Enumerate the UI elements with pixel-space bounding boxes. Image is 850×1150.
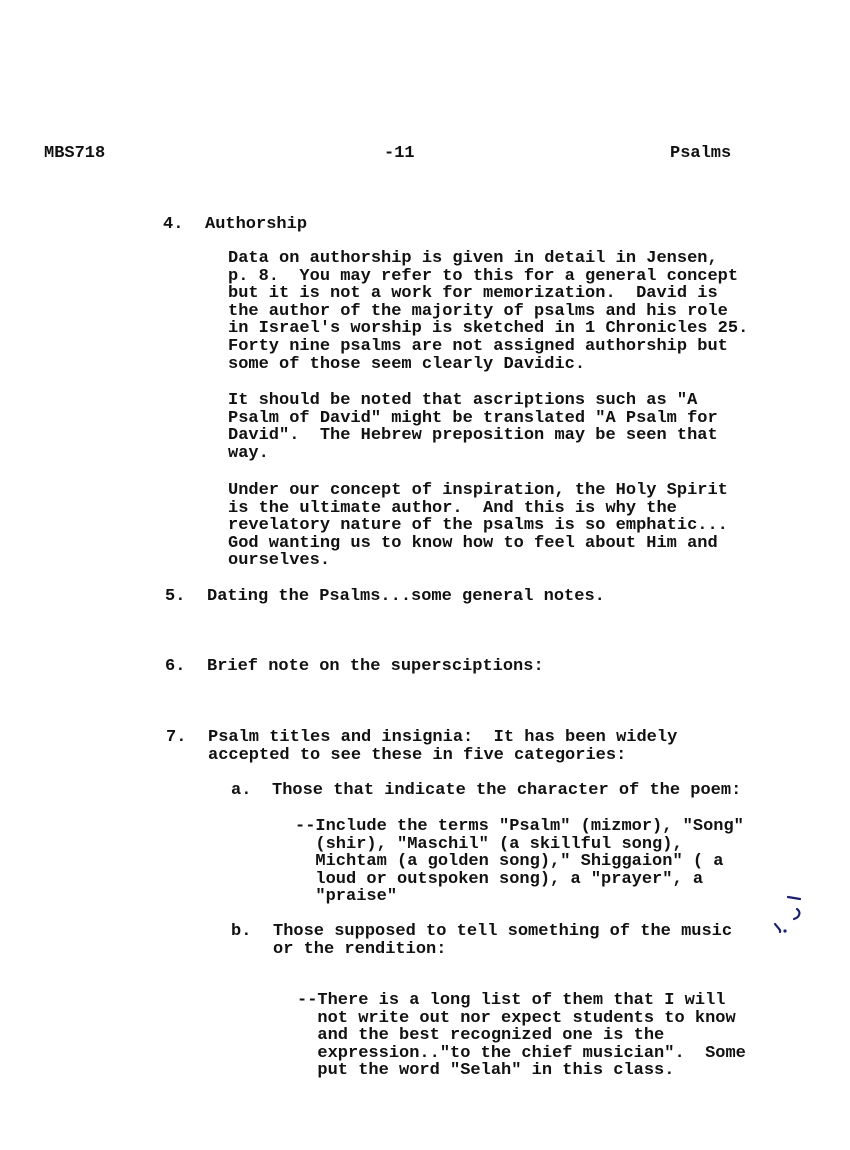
handwritten-pen-mark [766, 892, 816, 942]
section-5-number: 5. [165, 587, 186, 606]
section-4-title: Authorship [205, 215, 308, 234]
section-7a-label: a. [231, 781, 252, 800]
section-4-paragraph-1: Data on authorship is given in detail in Jensen, p. 8. You may refer to this for a general concept but it is not a work for memorization. David is the author of the majority of psalms and his role in Israel's worship is sketched in 1 Chronicles 25. Forty nine psalms are not assigned authorship but some of those seem clearly Davidic. [228, 249, 749, 374]
section-6-text: Brief note on the supersciptions: [207, 657, 544, 676]
header-title: Psalms [670, 144, 732, 163]
header-page-number: -11 [384, 144, 415, 163]
section-7a-detail: --Include the terms "Psalm" (mizmor), "Song" (shir), "Maschil" (a skillful song), Michtam (a golden song)," Shiggaion" ( a loud or outspoken song), a "prayer", a "praise" [295, 817, 744, 907]
section-6-number: 6. [165, 657, 186, 676]
section-4-number: 4. [163, 215, 184, 234]
section-7b-detail: --There is a long list of them that I will not write out nor expect students to know and the best recognized one is the expression.."to the chief musician". Some put the word "Selah" in this class. [297, 991, 746, 1081]
section-7-number: 7. [166, 728, 187, 747]
section-7-text: Psalm titles and insignia: It has been widely accepted to see these in five categories: [208, 728, 678, 765]
section-4-paragraph-3: Under our concept of inspiration, the Holy Spirit is the ultimate author. And this is why the revelatory nature of the psalms is so emphatic... God wanting us to know how to feel about Him and ourselves. [228, 481, 728, 571]
section-5-text: Dating the Psalms...some general notes. [207, 587, 605, 606]
section-4-paragraph-2: It should be noted that ascriptions such as "A Psalm of David" might be translated "A Psalm for David". The Hebrew preposition may be seen that way. [228, 391, 718, 463]
section-7b-label: b. [231, 922, 252, 941]
section-7a-text: Those that indicate the character of the poem: [272, 781, 742, 800]
section-7b-text: Those supposed to tell something of the music or the rendition: [273, 922, 733, 959]
header-course-code: MBS718 [44, 144, 106, 163]
